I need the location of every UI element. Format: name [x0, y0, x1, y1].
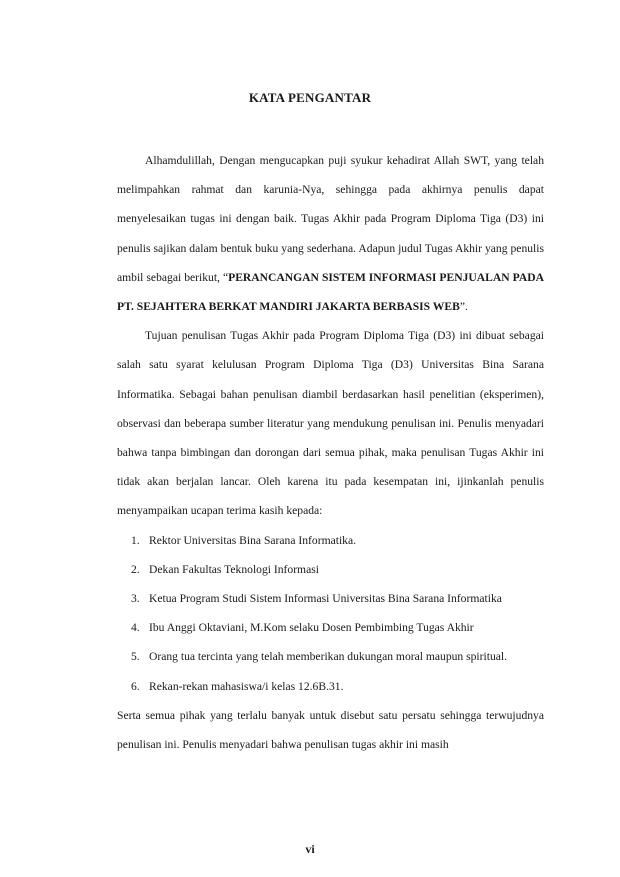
list-item-text: Rektor Universitas Bina Sarana Informatika. — [149, 533, 357, 547]
list-item — [131, 672, 544, 701]
list-item — [131, 584, 544, 613]
paragraph-intro — [117, 146, 544, 321]
list-item-text: Ketua Program Studi Sistem Informasi Universitas Bina Sarana Informatika — [149, 592, 502, 606]
list-item-text: Ibu Anggi Oktaviani, M.Kom selaku Dosen Pembimbing Tugas Akhir — [149, 621, 474, 635]
list-item-number: 3. — [131, 592, 140, 606]
paragraph-purpose: Tujuan penulisan Tugas Akhir pada Program Diploma Tiga (D3) ini dibuat sebagai salah satu syarat kelulusan Program Diploma Tiga (D3) Universitas Bina Sarana Informatika. Sebagai bahan penulisan diambil berdasarkan hasil penelitian (eksperimen), observasi dan beberapa sumber literatur yang mendukung penulisan ini. Penulis menyadari bahwa tanpa bimbingan dan dorongan dari semua pihak, maka penulisan Tugas Akhir ini tidak akan berjalan lancar. Oleh karena itu pada kesempatan ini, ijinkanlah penulis menyampaikan ucapan terima kasih kepada: — [117, 329, 544, 518]
list-item — [131, 642, 544, 671]
list-item-number: 2. — [131, 562, 140, 576]
list-item-text: Rekan-rekan mahasiswa/i kelas 12.6B.31. — [149, 679, 344, 693]
list-item-text: Orang tua tercinta yang telah memberikan dukungan moral maupun spiritual. — [149, 650, 508, 664]
list-item-number: 5. — [131, 650, 140, 664]
thesis-title: PERANCANGAN SISTEM INFORMASI PENJUALAN PADA PT. SEJAHTERA BERKAT MANDIRI JAKARTA BERBASIS WEB — [117, 270, 544, 314]
list-item — [131, 613, 544, 642]
paragraph-intro-end: ”. — [459, 300, 468, 314]
acknowledgement-list — [117, 526, 544, 701]
paragraph-closing: Serta semua pihak yang terlalu banyak untuk disebut satu persatu sehingga terwujudnya penulisan ini. Penulis menyadari bahwa penulisan tugas akhir ini masih — [117, 708, 544, 752]
page-title: KATA PENGANTAR — [248, 90, 372, 105]
page-number: vi — [305, 842, 315, 856]
list-item-number: 6. — [131, 679, 140, 693]
list-item-number: 1. — [131, 533, 140, 547]
body-text — [117, 146, 544, 759]
list-item-text: Dekan Fakultas Teknologi Informasi — [149, 562, 319, 576]
paragraph-intro-text: Alhamdulillah, Dengan mengucapkan puji syukur kehadirat Allah SWT, yang telah melimpahkan rahmat dan karunia-Nya, sehingga pada akhirnya penulis dapat menyelesaikan tugas ini dengan baik. Tugas Akhir pada Program Diploma Tiga (D3) ini penulis sajikan dalam bentuk buku yang sederhana. Adapun judul Tugas Akhir yang penulis ambil sebagai berikut, “ — [117, 154, 544, 284]
list-item — [131, 555, 544, 584]
list-item-number: 4. — [131, 621, 140, 635]
list-item — [131, 526, 544, 555]
